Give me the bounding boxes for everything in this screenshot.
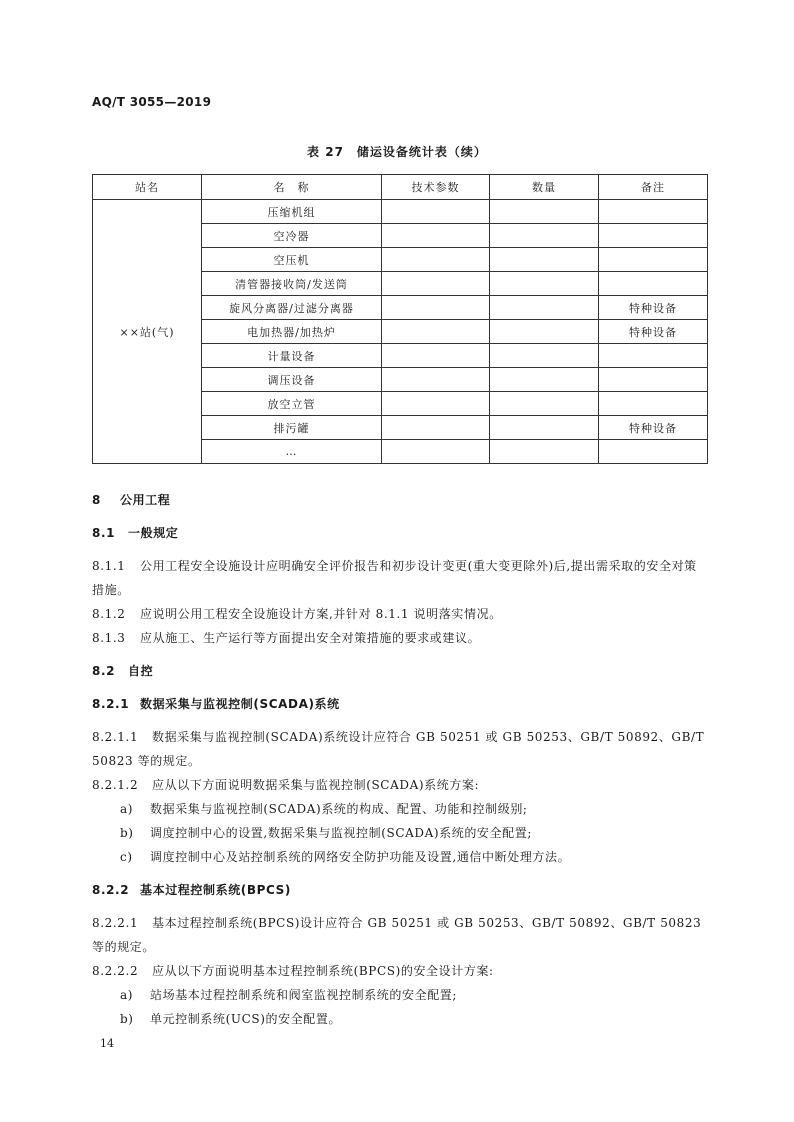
quantity-cell [490,272,599,296]
heading-number: 8.2.2 [92,883,130,897]
col-header-station: 站名 [93,175,202,200]
clause-text: 应从以下方面说明基本过程控制系统(BPCS)的安全设计方案: [152,964,494,978]
equipment-name: 排污罐 [202,416,382,440]
clause-8-1-2 [92,602,707,626]
equipment-name: 压缩机组 [202,200,382,224]
tech-params-cell [382,224,490,248]
standard-code: AQ/T 3055—2019 [92,95,212,109]
station-cell: ××站(气) [93,200,202,464]
storage-equipment-table [92,174,708,464]
table-caption: 表 27 储运设备统计表（续） [307,145,487,159]
quantity-cell [490,392,599,416]
list-text: 数据采集与监视控制(SCADA)系统的构成、配置、功能和控制级别; [150,802,528,816]
quantity-cell [490,248,599,272]
clause-text: 基本过程控制系统(BPCS)设计应符合 GB 50251 或 GB 50253、GB/T 50892、GB/T 50823 等的规定。 [92,916,702,954]
list-label: b) [120,1012,134,1026]
equipment-name: 放空立管 [202,392,382,416]
heading-8-2-2 [92,878,707,902]
list-text: 站场基本过程控制系统和阀室监视控制系统的安全配置; [150,988,458,1002]
list-label: a) [120,988,134,1002]
list-text: 调度控制中心的设置,数据采集与监视控制(SCADA)系统的安全配置; [150,826,532,840]
equipment-name: 空冷器 [202,224,382,248]
equipment-name: 空压机 [202,248,382,272]
heading-number: 8.1 [92,526,116,540]
heading-8 [92,488,707,512]
remark-cell [599,368,708,392]
heading-title: 公用工程 [120,493,171,507]
list-item [92,983,707,1007]
quantity-cell [490,200,599,224]
tech-params-cell [382,344,490,368]
quantity-cell [490,224,599,248]
tech-params-cell [382,416,490,440]
clause-text: 公用工程安全设施设计应明确安全评价报告和初步设计变更(重大变更除外)后,提出需采取的安全对策措施。 [92,559,697,597]
table-header-row [93,175,708,200]
quantity-cell [490,344,599,368]
remark-cell [599,224,708,248]
heading-8-2 [92,659,707,683]
quantity-cell [490,368,599,392]
clause-text: 应从以下方面说明数据采集与监视控制(SCADA)系统方案: [152,778,480,792]
clause-8-1-3 [92,626,707,650]
tech-params-cell [382,392,490,416]
heading-title: 基本过程控制系统(BPCS) [140,883,291,897]
col-header-quantity: 数量 [490,175,599,200]
clause-text: 应说明公用工程安全设施设计方案,并针对 8.1.1 说明落实情况。 [140,607,502,621]
heading-title: 自控 [128,664,154,678]
heading-8-1 [92,521,707,545]
equipment-name: 计量设备 [202,344,382,368]
quantity-cell [490,296,599,320]
equipment-name: … [202,440,382,464]
remark-cell: 特种设备 [599,320,708,344]
heading-number: 8.2.1 [92,697,130,711]
heading-title: 数据采集与监视控制(SCADA)系统 [140,697,340,711]
heading-title: 一般规定 [128,526,179,540]
col-header-remark: 备注 [599,175,708,200]
remark-cell: 特种设备 [599,416,708,440]
clause-8-2-1-2 [92,773,707,797]
remark-cell [599,272,708,296]
tech-params-cell [382,368,490,392]
col-header-tech-params: 技术参数 [382,175,490,200]
col-header-name: 名 称 [202,175,382,200]
tech-params-cell [382,440,490,464]
remark-cell: 特种设备 [599,296,708,320]
clause-text: 数据采集与监视控制(SCADA)系统设计应符合 GB 50251 或 GB 50253、GB/T 50892、GB/T 50823 等的规定。 [92,730,705,768]
clause-number: 8.2.2.2 [92,964,139,978]
list-item [92,821,707,845]
clause-number: 8.1.3 [92,631,126,645]
tech-params-cell [382,248,490,272]
clause-number: 8.2.1.1 [92,730,139,744]
clause-number: 8.1.2 [92,607,126,621]
clause-text: 应从施工、生产运行等方面提出安全对策措施的要求或建议。 [140,631,481,645]
equipment-name: 清管器接收筒/发送筒 [202,272,382,296]
tech-params-cell [382,320,490,344]
tech-params-cell [382,272,490,296]
quantity-cell [490,320,599,344]
tech-params-cell [382,200,490,224]
remark-cell [599,392,708,416]
equipment-name: 电加热器/加热炉 [202,320,382,344]
heading-number: 8 [92,493,101,507]
clause-8-2-2-1 [92,911,707,959]
clause-8-2-2-2 [92,959,707,983]
remark-cell [599,344,708,368]
heading-number: 8.2 [92,664,116,678]
heading-8-2-1 [92,692,707,716]
document-body [92,488,707,1031]
equipment-name: 旋风分离器/过滤分离器 [202,296,382,320]
list-item [92,845,707,869]
remark-cell [599,200,708,224]
clause-8-2-1-1 [92,725,707,773]
list-item [92,1007,707,1031]
clause-number: 8.2.2.1 [92,916,139,930]
list-label: c) [120,850,133,864]
quantity-cell [490,440,599,464]
tech-params-cell [382,296,490,320]
clause-number: 8.1.1 [92,559,126,573]
clause-8-1-1 [92,554,707,602]
list-text: 单元控制系统(UCS)的安全配置。 [150,1012,342,1026]
clause-number: 8.2.1.2 [92,778,139,792]
remark-cell [599,440,708,464]
list-item [92,797,707,821]
page-number: 14 [100,1037,114,1050]
equipment-name: 调压设备 [202,368,382,392]
table-row [93,200,708,224]
list-label: b) [120,826,134,840]
list-text: 调度控制中心及站控制系统的网络安全防护功能及设置,通信中断处理方法。 [150,850,571,864]
quantity-cell [490,416,599,440]
remark-cell [599,248,708,272]
list-label: a) [120,802,134,816]
